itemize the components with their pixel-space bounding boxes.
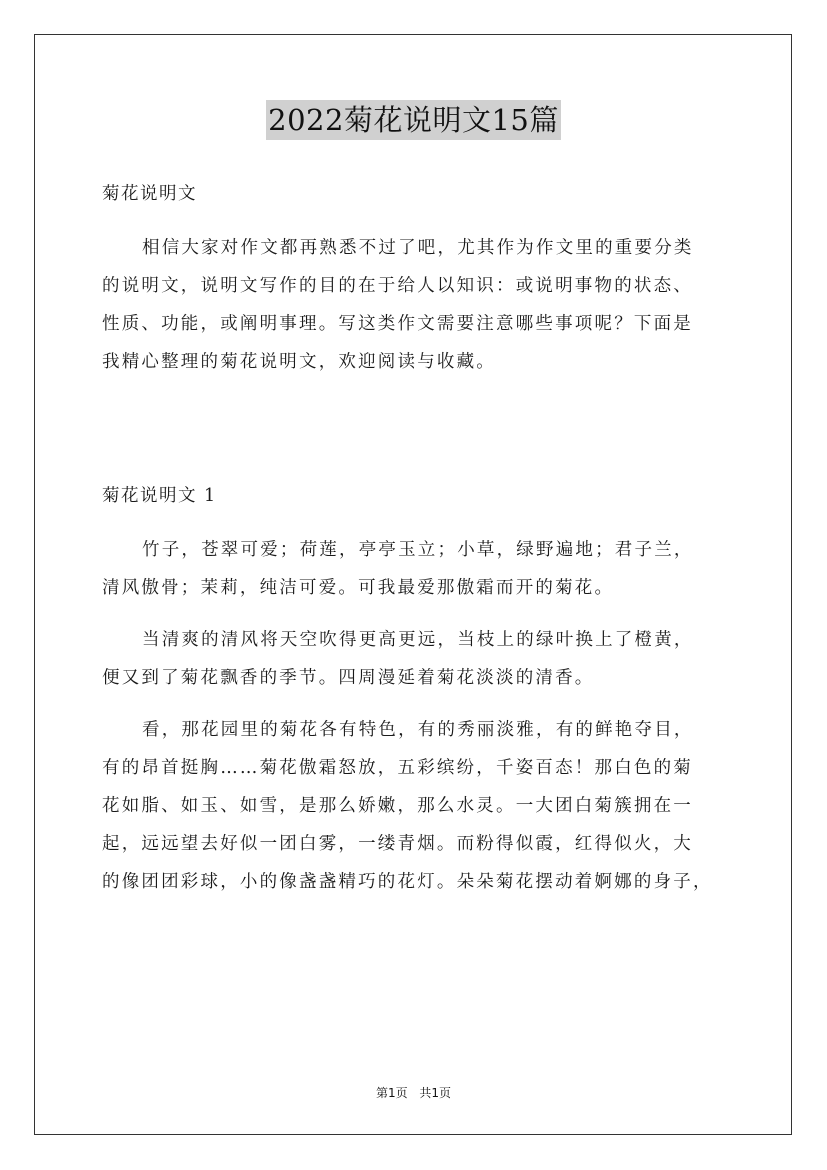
intro-paragraph: [102, 229, 732, 381]
document-body: [102, 175, 732, 901]
paragraph-line: 的像团团彩球，小的像盏盏精巧的花灯。朵朵菊花摆动着婀娜的身子，: [102, 872, 713, 892]
paragraph-line: 起，远远望去好似一团白雾，一缕青烟。而粉得似霞，红得似火，大: [102, 834, 693, 854]
paragraph-line: 相信大家对作文都再熟悉不过了吧，尤其作为作文里的重要分类: [142, 238, 694, 258]
paragraph-line: 便又到了菊花飘香的季节。四周漫延着菊花淡淡的清香。: [102, 668, 595, 688]
title-container: [0, 100, 827, 140]
paragraph-line: 看，那花园里的菊花各有特色，有的秀丽淡雅，有的鲜艳夺目，: [142, 720, 694, 740]
paragraph-2: [102, 621, 732, 697]
section-heading-intro: 菊花说明文: [102, 184, 197, 204]
paragraph-line: 花如脂、如玉、如雪，是那么娇嫩，那么水灵。一大团白菊簇拥在一: [102, 796, 693, 816]
page-footer: [0, 1084, 827, 1101]
paragraph-1: [102, 531, 732, 607]
document-title: 2022菊花说明文15篇: [266, 100, 561, 140]
page-number: 第1页: [375, 1086, 408, 1100]
section-heading-1: 菊花说明文 1: [102, 486, 217, 506]
paragraph-line: 当清爽的清风将天空吹得更高更远，当枝上的绿叶换上了橙黄，: [142, 630, 694, 650]
paragraph-line: 的说明文，说明文写作的目的在于给人以知识：或说明事物的状态、: [102, 276, 693, 296]
paragraph-line: 竹子，苍翠可爱；荷莲，亭亭玉立；小草，绿野遍地；君子兰，: [142, 540, 694, 560]
paragraph-3: [102, 711, 732, 901]
paragraph-line: 性质、功能，或阐明事理。写这类作文需要注意哪些事项呢？下面是: [102, 314, 693, 334]
page-total: 共1页: [419, 1086, 452, 1100]
paragraph-line: 我精心整理的菊花说明文，欢迎阅读与收藏。: [102, 352, 496, 372]
paragraph-line: 清风傲骨；茉莉，纯洁可爱。可我最爱那傲霜而开的菊花。: [102, 578, 615, 598]
paragraph-line: 有的昂首挺胸……菊花傲霜怒放，五彩缤纷，千姿百态！那白色的菊: [102, 758, 693, 778]
